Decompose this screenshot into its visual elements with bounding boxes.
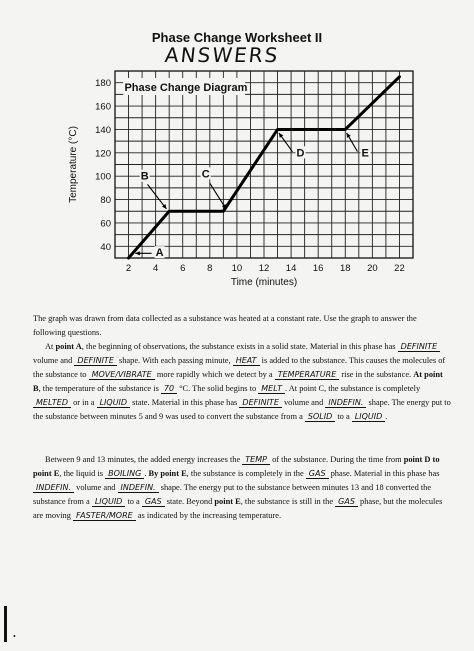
handwritten-answers-title: ANSWERS xyxy=(163,43,281,67)
text: to a xyxy=(335,412,352,421)
answer-blank: TEMPERATURE xyxy=(275,370,340,380)
answer-blank: SOLID xyxy=(305,412,335,422)
text: volume and xyxy=(33,356,75,365)
x-tick-label: 8 xyxy=(207,263,213,274)
text: °C. The solid begins to xyxy=(177,384,259,393)
annotation-label-a: A xyxy=(155,247,164,260)
text: more rapidly which we detect by a xyxy=(154,370,275,379)
text: , the liquid is xyxy=(59,469,106,478)
point-e-label-2: point E xyxy=(214,497,241,506)
y-tick-label: 80 xyxy=(100,195,111,207)
annotation-label-c: C xyxy=(201,168,210,181)
y-tick-label: 160 xyxy=(95,101,111,113)
text: phase, but the molecules are moving xyxy=(33,497,443,520)
text: as indicated by the increasing temperature. xyxy=(135,511,282,520)
text: . xyxy=(385,412,388,421)
y-tick-label: 120 xyxy=(95,148,111,160)
worksheet-title: Phase Change Worksheet II xyxy=(151,30,323,45)
text: , the substance is completely in the xyxy=(186,469,306,478)
text: shape. The energy put to the substance between minutes 5 and 9 was used to convert the substance from a xyxy=(33,398,451,421)
text: , the substance is still in the xyxy=(240,497,336,506)
intro-paragraph: The graph was drawn from data collected as a substance was heated at a constant rate. Use the graph to answer the following questions. xyxy=(33,314,417,337)
answer-blank: LIQUID xyxy=(352,412,386,422)
text: . xyxy=(144,469,149,478)
text: volume and xyxy=(281,398,326,407)
x-tick-label: 18 xyxy=(339,263,351,274)
text: state. Beyond xyxy=(164,497,215,506)
answer-blank: GAS xyxy=(306,469,329,479)
answer-blank: GAS xyxy=(335,497,358,507)
paragraph-point-a-to-c xyxy=(33,340,451,424)
answer-blank: DEFINITE xyxy=(74,356,116,366)
margin-dot: • xyxy=(13,632,16,641)
point-d-e-label: point D to point E xyxy=(33,455,440,478)
y-tick-label: 40 xyxy=(100,241,111,253)
annotation-arrowhead xyxy=(279,133,283,138)
text: , the temperature of the substance is xyxy=(38,384,161,393)
answer-blank: INDEFIN. xyxy=(118,483,159,493)
answer-blank: DEFINITE xyxy=(398,342,440,352)
text: shape. The energy put to the substance between minutes 13 and 18 converted the substance from a xyxy=(33,483,432,506)
answer-blank: INDEFIN. xyxy=(325,398,366,408)
x-tick-label: 10 xyxy=(231,263,243,274)
answer-blank: INDEFIN. xyxy=(33,483,74,493)
x-tick-label: 2 xyxy=(125,263,132,274)
answer-blank: MELT xyxy=(258,384,285,394)
answer-blank: DEFINITE xyxy=(239,398,281,408)
text: to a xyxy=(125,497,142,506)
text: rise in the substance. xyxy=(339,370,414,379)
answer-blank: FASTER/MORE xyxy=(73,511,136,521)
point-e-label: By point E xyxy=(148,469,187,478)
phase-change-chart xyxy=(0,0,474,300)
text: . At point C, the substance is completely xyxy=(285,384,421,393)
x-tick-label: 12 xyxy=(258,263,270,274)
x-axis-label: Time (minutes) xyxy=(230,277,298,288)
y-tick-label: 100 xyxy=(95,171,111,183)
text: , the beginning of observations, the substance exists in a solid state. Material in this phase has xyxy=(81,342,398,351)
annotation-label-e: E xyxy=(361,147,369,160)
text: phase. Material in this phase has xyxy=(328,469,440,478)
chart-title: Phase Change Diagram xyxy=(124,82,248,94)
margin-bar xyxy=(4,606,7,642)
answer-blank: LIQUID xyxy=(92,497,126,507)
y-tick-label: 180 xyxy=(95,78,111,90)
x-tick-label: 16 xyxy=(312,263,324,274)
point-a-label: point A xyxy=(55,342,82,351)
annotation-label-d: D xyxy=(296,147,305,160)
text: Between 9 and 13 minutes, the added energy increases the xyxy=(45,455,243,464)
x-tick-label: 4 xyxy=(152,263,159,274)
answer-blank: TEMP xyxy=(242,455,270,465)
paragraph-point-c-to-e xyxy=(33,453,451,523)
answer-blank: GAS xyxy=(142,497,165,507)
answer-blank: MOVE/VIBRATE xyxy=(89,370,155,380)
y-axis-label: Temperature (°C) xyxy=(68,126,79,203)
answer-blank: HEAT xyxy=(233,356,260,366)
point-b-label: At point B xyxy=(33,370,443,393)
y-tick-label: 140 xyxy=(95,124,111,136)
y-tick-label: 60 xyxy=(100,218,111,230)
x-tick-label: 20 xyxy=(367,263,378,274)
text: shape. With each passing minute, xyxy=(116,356,233,365)
text: is added to the substance. This causes the molecules of the substance to xyxy=(33,356,446,379)
answer-blank: MELTED xyxy=(33,398,71,408)
x-tick-label: 22 xyxy=(394,263,405,274)
x-tick-label: 14 xyxy=(285,263,297,274)
answer-blank: LIQUID xyxy=(97,398,131,408)
answer-blank: BOILING xyxy=(105,469,144,479)
text: At xyxy=(45,342,56,351)
x-tick-label: 6 xyxy=(180,263,186,274)
text: of the substance. During the time from xyxy=(269,455,404,464)
answer-blank: 70 xyxy=(161,384,177,394)
text: or in a xyxy=(70,398,97,407)
annotation-label-b: B xyxy=(140,170,149,183)
text: volume and xyxy=(74,483,118,492)
text: state. Material in this phase has xyxy=(130,398,240,407)
annotation-arrowhead xyxy=(135,251,140,255)
